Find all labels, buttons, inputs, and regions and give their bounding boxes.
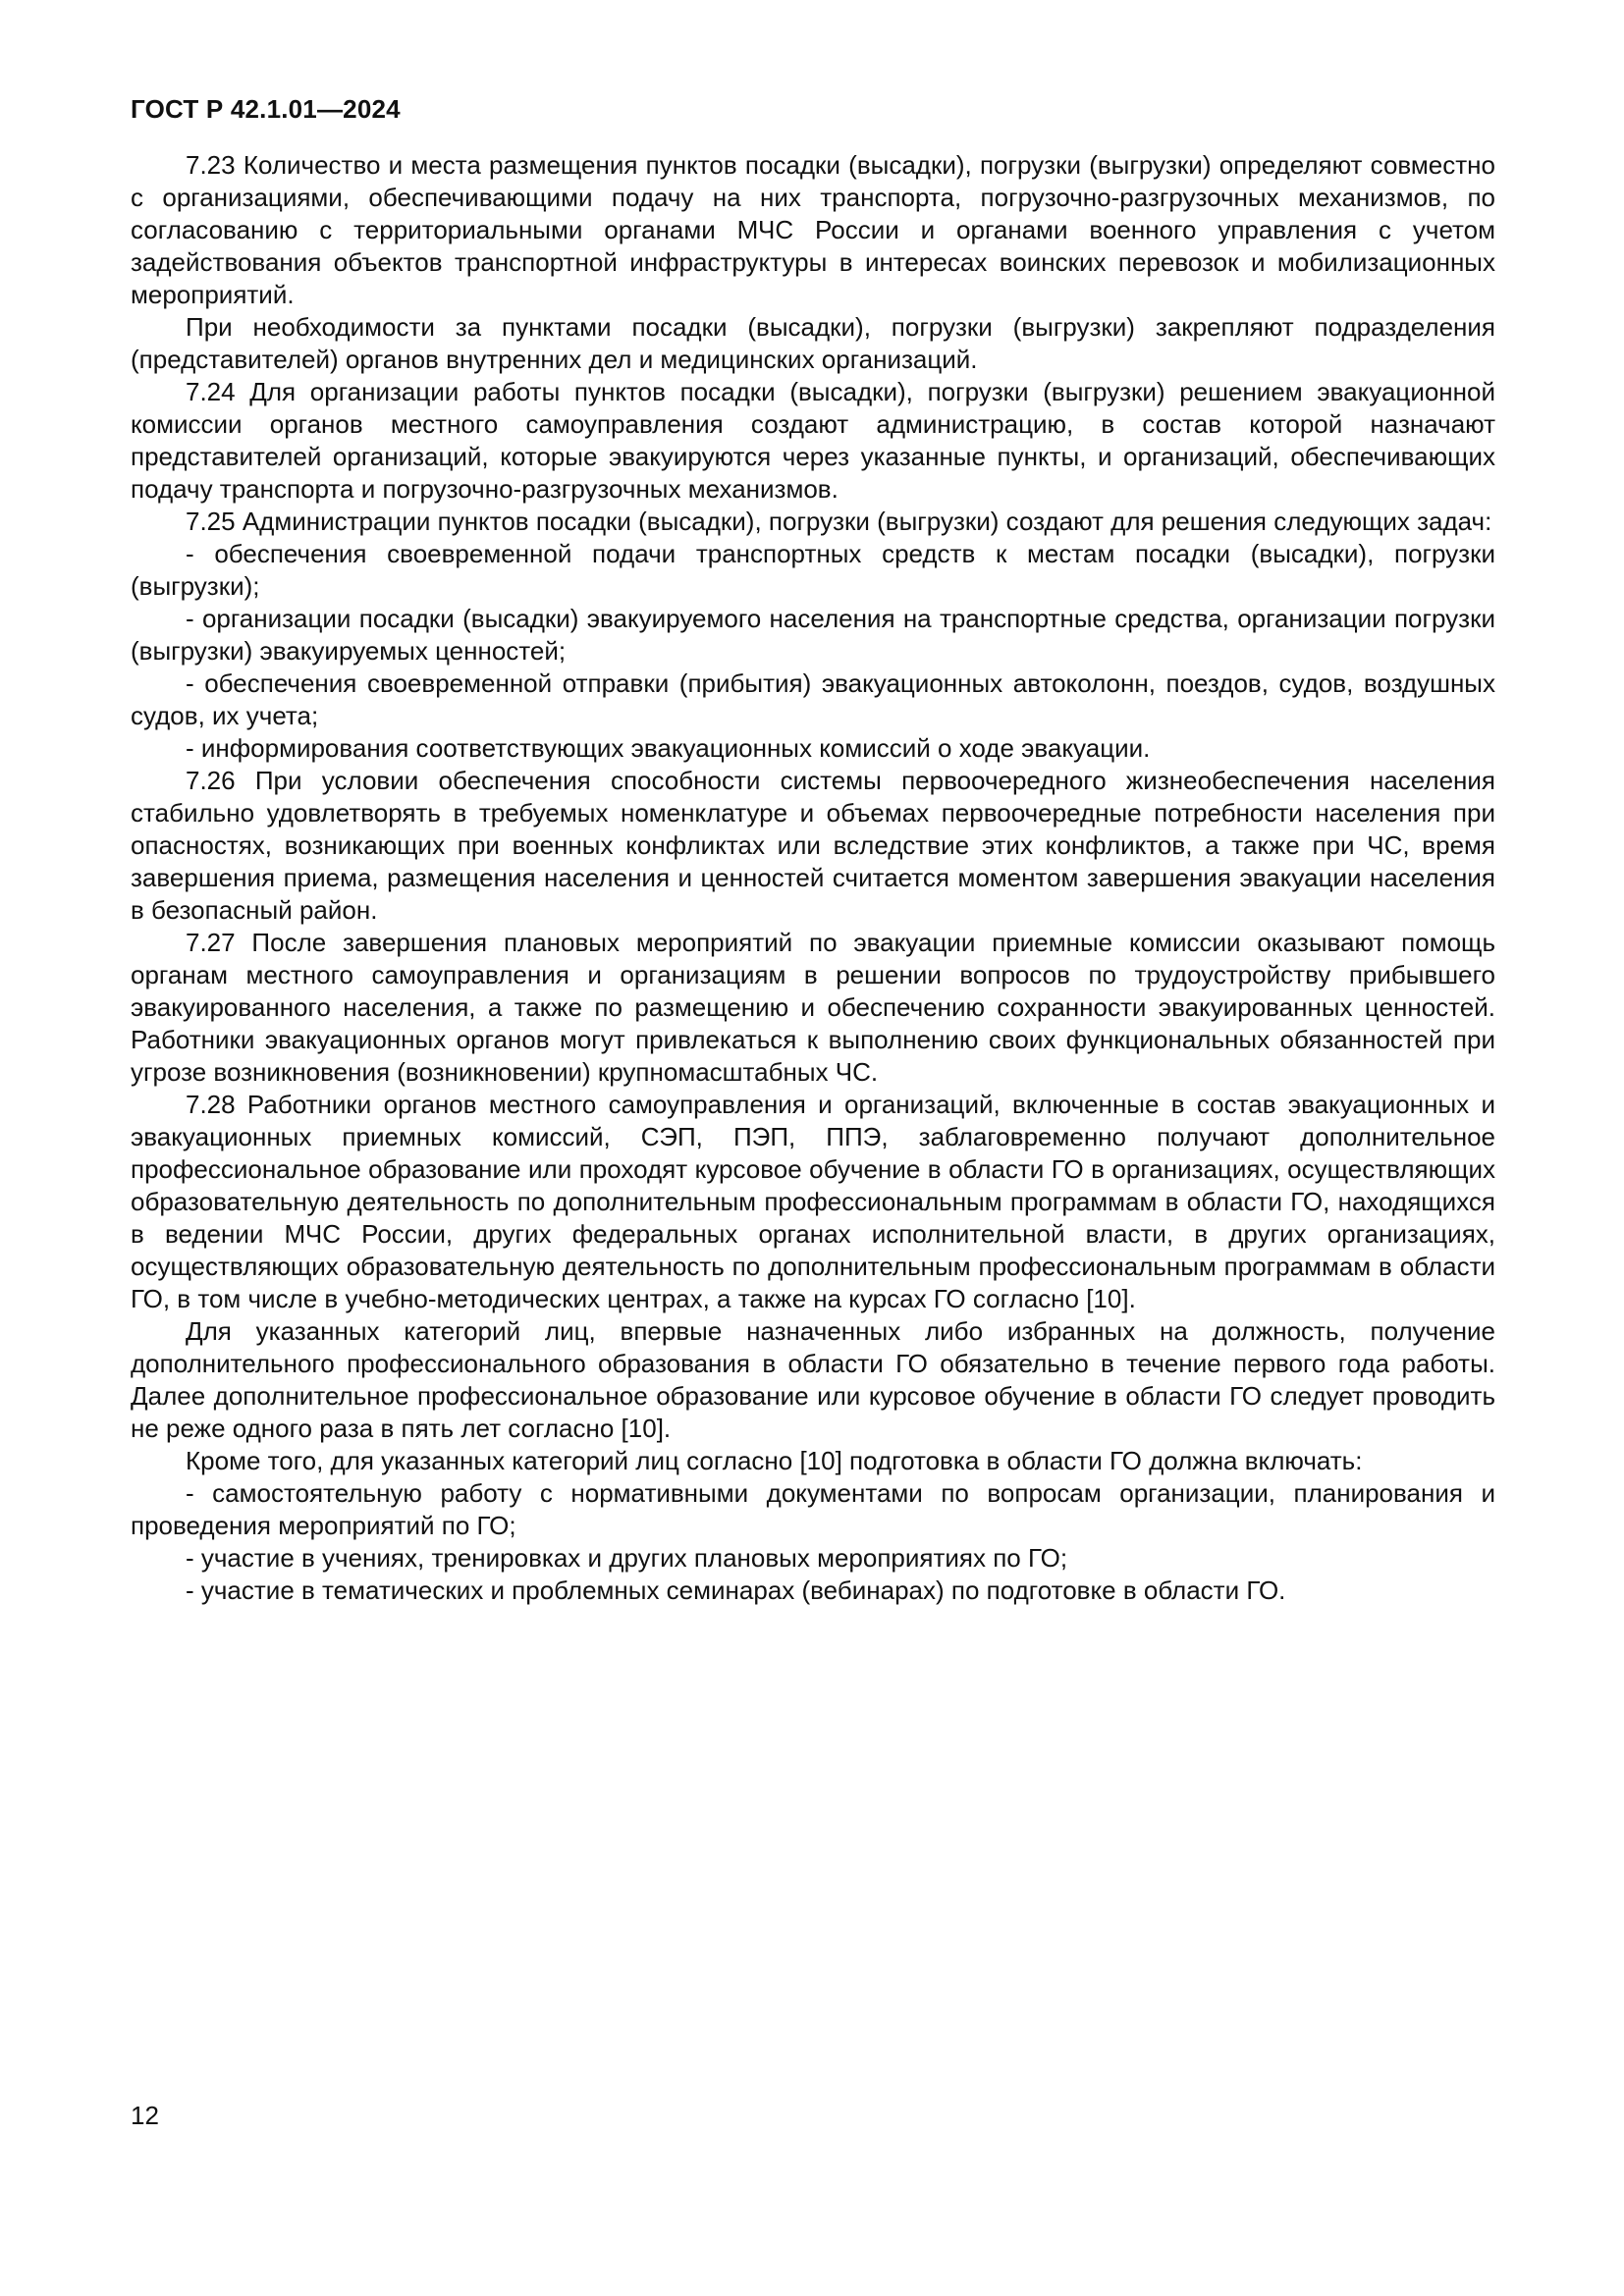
document-body [131, 149, 1495, 1607]
paragraph: 7.24 Для организации работы пунктов посадки (высадки), погрузки (выгрузки) решением эвакуационной комиссии органов местного самоуправления создают администрацию, в состав которой назначают представителей организаций, которые эвакуируются через указанные пункты, и организаций, обеспечивающих подачу транспорта и погрузочно-разгрузочных механизмов. [131, 377, 1495, 504]
paragraph: 7.23 Количество и места размещения пунктов посадки (высадки), погрузки (выгрузки) определяют совместно с организациями, обеспечивающими подачу на них транспорта, погрузочно-разгрузочных механизмов, по согласованию с территориальными органами МЧС России и органами военного управления с учетом задействования объектов транспортной инфраструктуры в интересах воинских перевозок и мобилизационных мероприятий. [131, 150, 1495, 309]
document-header [131, 94, 1495, 125]
paragraph: - информирования соответствующих эвакуационных комиссий о ходе эвакуации. [186, 733, 1151, 763]
paragraph: Кроме того, для указанных категорий лиц согласно [10] подготовка в области ГО должна включать: [186, 1446, 1363, 1475]
paragraph: - участие в учениях, тренировках и других плановых мероприятиях по ГО; [186, 1543, 1068, 1573]
paragraph: - участие в тематических и проблемных семинарах (вебинарах) по подготовке в области ГО. [186, 1575, 1286, 1605]
paragraph: - обеспечения своевременной отправки (прибытия) эвакуационных автоколонн, поездов, судов, воздушных судов, их учета; [131, 668, 1495, 730]
paragraph: При необходимости за пунктами посадки (высадки), погрузки (выгрузки) закрепляют подразделения (представителей) органов внутренних дел и медицинских организаций. [131, 312, 1495, 374]
paragraph: 7.27 После завершения плановых мероприятий по эвакуации приемные комиссии оказывают помощь органам местного самоуправления и организациям в решении вопросов по трудоустройству прибывшего эвакуированного населения, а также по размещению и обеспечению сохранности эвакуированных ценностей. Работники эвакуационных органов могут привлекаться к выполнению своих функциональных обязанностей при угрозе возникновения (возникновении) крупномасштабных ЧС. [131, 928, 1495, 1087]
page-number: 12 [131, 2101, 159, 2130]
paragraph: 7.28 Работники органов местного самоуправления и организаций, включенные в состав эвакуационных и эвакуационных приемных комиссий, СЭП, ПЭП, ППЭ, заблаговременно получают дополнительное профессиональное образование или проходят курсовое обучение в области ГО в организациях, осуществляющих образовательную деятельность по дополнительным профессиональным программам в области ГО, находящихся в ведении МЧС России, других федеральных органах исполнительной власти, в других организациях, осуществляющих образовательную деятельность по дополнительным профессиональным программам в области ГО, в том числе в учебно-методических центрах, а также на курсах ГО согласно [10]. [131, 1090, 1495, 1313]
paragraph: 7.26 При условии обеспечения способности системы первоочередного жизнеобеспечения населения стабильно удовлетворять в требуемых номенклатуре и объемах первоочередные потребности населения при опасностях, возникающих при военных конфликтах или вследствие этих конфликтов, а также при ЧС, время завершения приема, размещения населения и ценностей считается моментом завершения эвакуации населения в безопасный район. [131, 766, 1495, 925]
paragraph: 7.25 Администрации пунктов посадки (высадки), погрузки (выгрузки) создают для решения следующих задач: [186, 507, 1492, 536]
paragraph: Для указанных категорий лиц, впервые назначенных либо избранных на должность, получение дополнительного профессионального образования в области ГО обязательно в течение первого года работы. Далее дополнительное профессиональное образование или курсовое обучение в области ГО следует проводить не реже одного раза в пять лет согласно [10]. [131, 1316, 1495, 1443]
standard-code: ГОСТ Р 42.1.01—2024 [131, 94, 401, 124]
paragraph: - организации посадки (высадки) эвакуируемого населения на транспортные средства, организации погрузки (выгрузки) эвакуируемых ценностей; [131, 604, 1495, 666]
paragraph: - самостоятельную работу с нормативными документами по вопросам организации, планирования и проведения мероприятий по ГО; [131, 1478, 1495, 1540]
document-footer [131, 2101, 159, 2131]
paragraph: - обеспечения своевременной подачи транспортных средств к местам посадки (высадки), погрузки (выгрузки); [131, 539, 1495, 601]
